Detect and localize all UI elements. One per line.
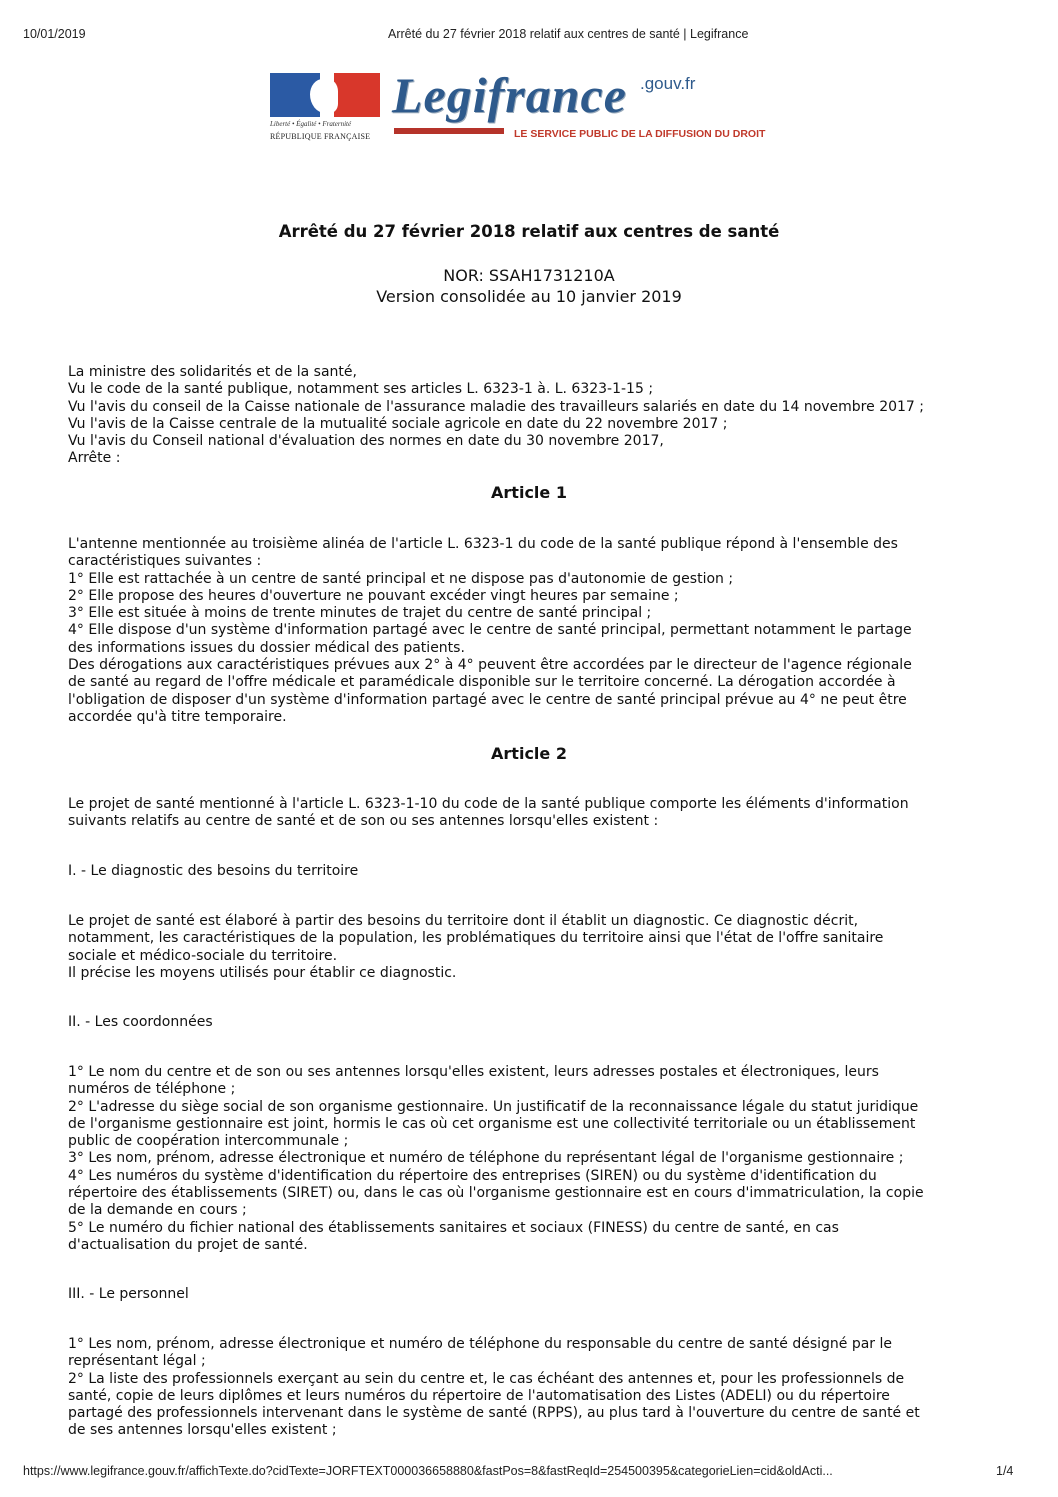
section-line: Il précise les moyens utilisés pour établir ce diagnostic.	[68, 964, 457, 981]
article-line: Le projet de santé mentionné à l'article L. 6323-1-10 du code de la santé publique comporte les éléments d'information	[68, 796, 909, 812]
brand-name: Legifrance	[392, 67, 627, 123]
section-line: de l'organisme gestionnaire est joint, hormis le cas où cet organisme est une collectivité territoriale ou un établissement	[68, 1115, 916, 1132]
article-line: 4° Elle dispose d'un système d'information partagé avec le centre de santé principal, permettant notamment le partage	[68, 622, 912, 639]
article-line: Des dérogations aux caractéristiques prévues aux 2° à 4° peuvent être accordées par le directeur de l'agence régionale	[68, 657, 912, 674]
preamble-line: Vu l'avis du Conseil national d'évaluation des normes en date du 30 novembre 2017,	[68, 433, 664, 450]
consolidated-version: Version consolidée au 10 janvier 2019	[376, 287, 682, 306]
section-line: partagé des professionnels intervenant dans le système de santé (RPPS), au plus tard à l'ouverture du centre de santé et	[68, 1405, 920, 1422]
article-line: 2° Elle propose des heures d'ouverture ne pouvant excéder vingt heures par semaine ;	[68, 587, 679, 604]
article-2-intro	[68, 796, 998, 831]
preamble-line: Vu l'avis de la Caisse centrale de la mutualité sociale agricole en date du 22 novembre 2017 ;	[68, 415, 728, 432]
section-line: de la demande en cours ;	[68, 1202, 247, 1219]
section-line: santé, copie de leurs diplômes et leurs numéros du répertoire de l'automatisation des Listes (ADELI) ou du répertoire	[68, 1387, 890, 1404]
article-1-heading: Article 1	[491, 483, 567, 502]
article-line: 1° Elle est rattachée à un centre de santé principal et ne dispose pas d'autonomie de gestion ;	[68, 570, 734, 587]
section-line: 5° Le numéro du fichier national des établissements sanitaires et sociaux (FINESS) du centre de santé, en cas	[68, 1219, 839, 1236]
section-line: numéros de téléphone ;	[68, 1081, 236, 1098]
section-line: public de coopération intercommunale ;	[68, 1133, 349, 1150]
section-line: de ses antennes lorsqu'elles existent ;	[68, 1422, 337, 1439]
article-line: de santé au regard de l'offre médicale et paramédicale disponible sur le territoire concerné. La dérogation accordée à	[68, 674, 896, 691]
brand-domain: .gouv.fr	[640, 74, 696, 93]
marianne-emblem-icon	[270, 73, 380, 117]
preamble-line: Vu l'avis du conseil de la Caisse nationale de l'assurance maladie des travailleurs salariés en date du 14 novembre 2017 ;	[68, 398, 924, 415]
preamble-line: Vu le code de la santé publique, notamment ses articles L. 6323-1 à. L. 6323-1-15 ;	[68, 381, 654, 398]
article-line: accordée qu'à titre temporaire.	[68, 708, 287, 725]
article-line: caractéristiques suivantes :	[68, 553, 262, 570]
section-2-body	[68, 1064, 998, 1254]
republic-name: RÉPUBLIQUE FRANÇAISE	[270, 132, 371, 141]
section-3-body	[68, 1336, 998, 1440]
section-line: 1° Le nom du centre et de son ou ses antennes lorsqu'elles existent, leurs adresses postales et électroniques, leurs	[68, 1064, 879, 1080]
article-line: des informations issues du dossier médical des patients.	[68, 639, 465, 656]
article-line: 3° Elle est située à moins de trente minutes de trajet du centre de santé principal ;	[68, 605, 652, 622]
print-date: 10/01/2019	[23, 27, 86, 41]
preamble-line: La ministre des solidarités et de la santé,	[68, 364, 357, 380]
page-number: 1/4	[996, 1464, 1014, 1478]
print-page-title: Arrêté du 27 février 2018 relatif aux centres de santé | Legifrance	[388, 27, 749, 41]
brand-underline	[394, 128, 504, 134]
section-line: 2° La liste des professionnels exerçant au sein du centre et, le cas échéant des antennes et, pour les professionnels de	[68, 1370, 905, 1387]
republic-motto: Liberté • Égalité • Fraternité	[270, 120, 352, 128]
brand-tagline: LE SERVICE PUBLIC DE LA DIFFUSION DU DROIT	[514, 128, 766, 140]
preamble	[68, 364, 998, 468]
legifrance-logo[interactable]	[270, 67, 810, 150]
article-line: L'antenne mentionnée au troisième alinéa de l'article L. 6323-1 du code de la santé publique répond à l'ensemble des	[68, 536, 898, 552]
section-line: répertoire des établissements (SIRET) ou, dans le cas où l'organisme gestionnaire est en cours d'immatriculation, la copie	[68, 1185, 924, 1202]
section-line: d'actualisation du projet de santé.	[68, 1236, 308, 1253]
section-line: représentant légal ;	[68, 1353, 206, 1370]
section-line: 2° L'adresse du siège social de son organisme gestionnaire. Un justificatif de la reconnaissance légale du statut juridique	[68, 1098, 919, 1115]
article-2-heading: Article 2	[491, 744, 567, 763]
section-2-heading: II. - Les coordonnées	[68, 1014, 213, 1030]
section-line: notamment, les caractéristiques de la population, les problématiques du territoire ainsi que l'état de l'offre sanitaire	[68, 930, 884, 947]
section-line: sociale et médico-sociale du territoire.	[68, 947, 338, 964]
article-line: l'obligation de disposer d'un système d'information partagé avec le centre de santé principal prévue au 4° ne peut être	[68, 691, 907, 708]
article-line: suivants relatifs au centre de santé et de son ou ses antennes lorsqu'elles existent :	[68, 813, 659, 830]
nor-reference: NOR: SSAH1731210A	[443, 266, 615, 285]
section-line: 1° Les nom, prénom, adresse électronique et numéro de téléphone du responsable du centre de santé désigné par le	[68, 1336, 893, 1352]
section-line: Le projet de santé est élaboré à partir des besoins du territoire dont il établit un diagnostic. Ce diagnostic décrit,	[68, 913, 859, 929]
source-url-link[interactable]: https://www.legifrance.gouv.fr/affichTexte.do?cidTexte=JORFTEXT000036658880&fastPos=8&fastReqId=254500395&categorieLien=cid&oldActi...	[23, 1464, 833, 1478]
section-line: 3° Les nom, prénom, adresse électronique et numéro de téléphone du représentant légal de l'organisme gestionnaire ;	[68, 1150, 904, 1167]
section-1-heading: I. - Le diagnostic des besoins du territoire	[68, 863, 359, 879]
section-3-heading: III. - Le personnel	[68, 1286, 189, 1302]
document-title: Arrêté du 27 février 2018 relatif aux centres de santé	[278, 222, 780, 241]
preamble-line: Arrête :	[68, 450, 121, 467]
section-line: 4° Les numéros du système d'identification du répertoire des entreprises (SIREN) ou du système d'identification du	[68, 1167, 877, 1184]
article-1-body	[68, 536, 998, 726]
section-1-body	[68, 913, 998, 982]
